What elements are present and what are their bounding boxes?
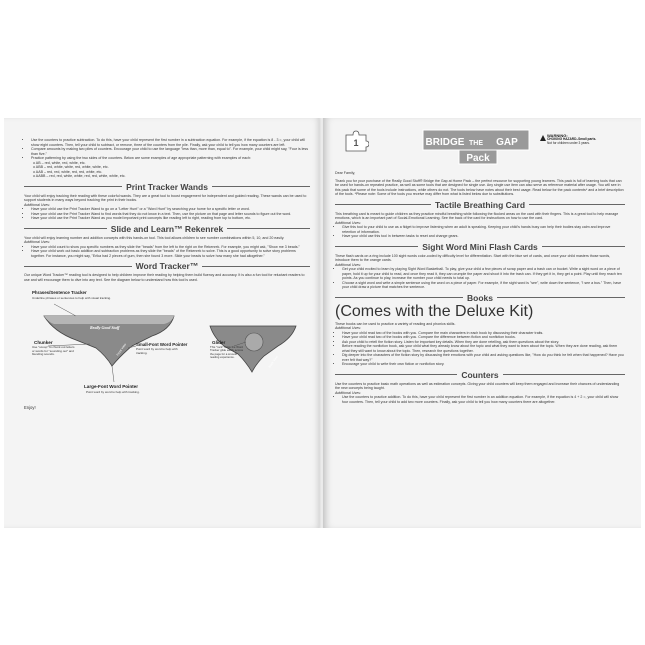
closing-text: Enjoy! (24, 405, 36, 410)
list-item: • Get your child excited to learn by playing Sight Word Basketball. To play, give your child a few pieces of scrap paper and a trash can or bucket. Write a sight word on a piece of paper, hold it up for your child to read, and once they read it, they can crumple the paper and shoot it into the trash can. If they get it in, they get a point. Play until they reach ten points. As you continue to play, increase the number your child needs to total up. (342, 267, 625, 281)
uses-list (335, 395, 625, 404)
uses-list (335, 331, 625, 367)
section-title: Counters (461, 369, 499, 380)
section-title: Word Tracker™ (135, 261, 199, 271)
additional-uses-label: Additional Uses: (335, 390, 361, 395)
list-item: • Have your child work out basic addition and subtraction problems as they slide the "beads" of the Rekenrek to solve. This is a good opportunity to solve story problems together. For instance, you might say, "Erika had 2 pieces of gum, then she found 3 more. Slide your beads to solve how many she had altogether." (31, 249, 310, 258)
logo-word-pack: Pack (466, 153, 490, 164)
section-intro: Use the counters to practice basic math operations as well as estimation concepts. Giving your child counters will keep them engaged and increase their chances of understanding the new concepts being taught. (335, 381, 620, 390)
warning-triangle-icon (540, 135, 546, 141)
logo-word-gap: GAP (496, 137, 518, 148)
uses-list (24, 207, 310, 221)
list-item: • Give this tool to your child to use as a fidget to improve listening when an adult is speaking. Keeping your child's hands busy can help their bodies stay calm and improve retention of information. (342, 225, 625, 234)
logo-word-bridge: BRIDGE (425, 137, 465, 148)
list-item: o AAB – red, red, white, red, red, white, etc. (33, 169, 103, 174)
section-intro: Our unique Word Tracker™ reading tool is designed to help children improve their reading by helping them build fluency and accuracy. It is also a fun tool for reluctant readers to use and will encourage them to dive into any text. See the diagram below to understand how this tool is used. (24, 273, 305, 282)
list-item: • Have your child use the Print Tracker Wand to go on a "Letter Hunt" or a "Word Hunt" by searching your home for a specific letter or word. (31, 207, 310, 212)
chunker-title: Chunker (34, 340, 53, 345)
booklet-spread (4, 118, 641, 528)
additional-uses-label: Additional Uses: (335, 326, 361, 330)
tracker-top-edge (44, 316, 174, 324)
section-heading-flash-cards (335, 242, 625, 252)
warning-subtitle: CHOKING HAZARD–Small parts. (547, 136, 597, 141)
svg-text:1: 1 (353, 138, 359, 148)
bridge-the-gap-logo (421, 124, 531, 168)
list-item: • Choose a sight word and write a simple sentence using the word on a piece of paper. For example, if the sight word is "see", write down the sentence, "I see a bus." Then, have your child draw a picture that matches the sentence. (342, 281, 625, 290)
list-item: • Have your child use the Print Tracker Wand to find words that they do not know in a text. Then, use the picture on that page and letter sounds to figure out the word. (31, 212, 310, 217)
section-intro: These flash cards on a ring include 100 sight words color-coded by difficulty level for differentiation. Start with the blue set of cards, and once your child masters those words, introduce them to the orange cards. (335, 253, 611, 262)
section-intro: Your child will enjoy learning number and addition concepts with this hands-on tool. This tool allows children to see number combinations within 5, 10, and 20 easily. (24, 235, 285, 240)
word-tracker-illustration (24, 284, 314, 404)
list-item: • Have your child use the Print Tracker Wand as you model important print concepts like reading left to right, reading from top to bottom, etc. (31, 216, 310, 221)
chunker-text: Use "scoop" to chunk out letters or words for "sounding out" and blending sounds. (32, 346, 75, 357)
list-item: • Practice patterning by using the two sides of the counters. Below are some examples of age appropriate patterning with examples of each: (31, 156, 310, 161)
section-title: Slide and Learn™ Rekenrek (110, 223, 224, 234)
section-heading-print-tracker (24, 182, 310, 192)
glider-title: Glider (212, 340, 226, 345)
intro-list (24, 138, 310, 161)
front-view-label: Front View (115, 342, 128, 357)
uses-list (24, 245, 310, 259)
section-intro: This breathing card is meant to guide children as they practice mindful breathing while following the flocked areas on the card with their fingers. This is a great tool to help manage emotions, which is an important part of Social-Emotional Learning. See the back of the card for instructions on how to use the card. (335, 211, 619, 220)
uses-list (335, 267, 625, 290)
list-item: o AB – red, white, red, white, etc. (33, 160, 86, 165)
list-item: • Encourage your child to write their own fiction or nonfiction story. (342, 362, 625, 367)
word-tracker-diagram (24, 284, 310, 404)
right-page (323, 118, 641, 528)
glider-rock (245, 333, 263, 351)
section-heading-breathing-card (335, 200, 625, 210)
warning-title: WARNING: (547, 133, 568, 138)
list-item: • Use the counters to practice addition. To do this, have your child represent the first number in an addition equation. For example, if the equation is 4 + 2 =, your child will show four counters. Then, tell your child to add two more counters. Finally, ask your child to tell you how many counters there are altogether. (342, 395, 625, 404)
section-heading-word-tracker (24, 261, 310, 271)
brand-mark: Really Good Stuff (90, 325, 120, 330)
additional-uses-label: Additional Uses: (335, 220, 361, 225)
puzzle-piece-icon (343, 130, 369, 152)
warning-text: Not for children under 3 years. (547, 140, 590, 145)
letter-body (335, 171, 625, 404)
large-pointer-title: Large-Font Word Pointer (84, 384, 139, 389)
glider-text: This "rock" helps the Word Tracker glide easily across the page for a smooth reading experience. (210, 346, 244, 360)
list-item: • Compare amounts by making two piles of counters. Encourage your child to use the language "less than, more than, equal to". For example, your child might say, "Four is less than five." (31, 147, 310, 156)
uses-list (335, 225, 625, 239)
section-title: Books (467, 292, 493, 303)
section-title: Print Tracker Wands (126, 181, 208, 192)
back-view-label: Back View (267, 354, 279, 369)
additional-uses-label: Additional Uses: (335, 262, 361, 267)
list-item: • Have your child read two of the books with you. Compare the difference between fiction and nonfiction books. (342, 335, 625, 340)
list-item: • Have your child read two of the books with you. Compare the main characters in each book by discussing their character traits. (342, 331, 625, 336)
greeting: Dear Family, (335, 171, 356, 175)
section-intro: Your child will enjoy tracking their reading with these colorful wands. They are a great tool to boost engagement for independent and guided reading. These wands can be used to support students in many ways beyond tracking the print in their books. (24, 193, 307, 202)
large-pointer-text: Point word by word to help with tracking. (86, 390, 140, 394)
list-item: • Have your child count to show you specific numbers as they slide the "beads" from the left to the right on the Rekenrek. For example, you might ask, "Show me 3 beads." (31, 245, 310, 250)
list-item: • Ask your child to retell the fiction story. Listen for important key details. When they are done retelling, ask them questions about the story. (342, 340, 625, 345)
list-item: o ABB – red, white, white, red, white, white, etc. (33, 165, 109, 169)
section-heading-counters (335, 370, 625, 380)
logo-word-the: THE (469, 140, 483, 147)
list-item: • Use the counters to practice subtraction. To do this, have your child represent the first number in a subtraction equation. For example, if the equation is 8 - 3 =, your child will show eight counters. Then, tell your child to subtract, or remove, three of the counters from the pile. Finally, ask your child to tell you how many counters are left. (31, 138, 310, 147)
section-intro: These books can be used to practice a variety of reading and phonics skills. (335, 321, 456, 326)
left-page (4, 118, 322, 528)
additional-uses-label: Additional Uses: (24, 240, 50, 244)
section-title: Tactile Breathing Card (434, 199, 526, 210)
choking-hazard-warning (547, 134, 627, 145)
small-pointer-title: Small-Font Word Pointer (136, 342, 188, 347)
pattern-list (24, 161, 310, 179)
section-title: Sight Word Mini Flash Cards (422, 241, 538, 252)
intro-paragraph: Thank you for your purchase of the Really Good Stuff® Bridge the Gap at Home Pack – the perfect resource for supporting young learners. This pack is full of learning tools that can be used for hands-on repeated practice, as well as some tools that are designed for single use. Any single use item can also serve as reference material after usage. You will see in this pack that some of the tools include instructions, while others do not. The tools below have notes about their best usage. Read below for the pack contents* and a brief description of the tools. *Please note: Some of the tools you receive may differ from what is listed below due to substitutions. (335, 178, 624, 196)
phrase-title: Phrases/Sentence Tracker (32, 290, 87, 295)
list-item: • Before reading the nonfiction book, ask your child what they already know about the topic and what they want to learn about the topic. When they are done reading, ask them what they still want to know about the topic. Then, research the questions together. (342, 344, 625, 353)
list-item: • Dig deeper into the characters of the fiction story by discussing their emotions with your child and asking questions like, "How do you think he felt when that happened? Have you ever felt that way?" (342, 353, 625, 362)
small-pointer-text: Point word by word to help with tracking. (136, 348, 178, 355)
list-item: o AABB – red, red, white, white, red, red, white, white, etc. (33, 174, 126, 178)
additional-uses-label: Additional Uses: (24, 202, 50, 207)
section-subtitle: (Comes with the Deluxe Kit) (335, 302, 534, 320)
list-item: • Have your child use this tool in between tasks to reset and change gears. (342, 234, 625, 239)
section-heading-books (335, 293, 625, 303)
phrase-text: Underline phrases or sentences to help with visual tracking. (32, 296, 112, 300)
section-heading-rekenrek (24, 224, 310, 234)
